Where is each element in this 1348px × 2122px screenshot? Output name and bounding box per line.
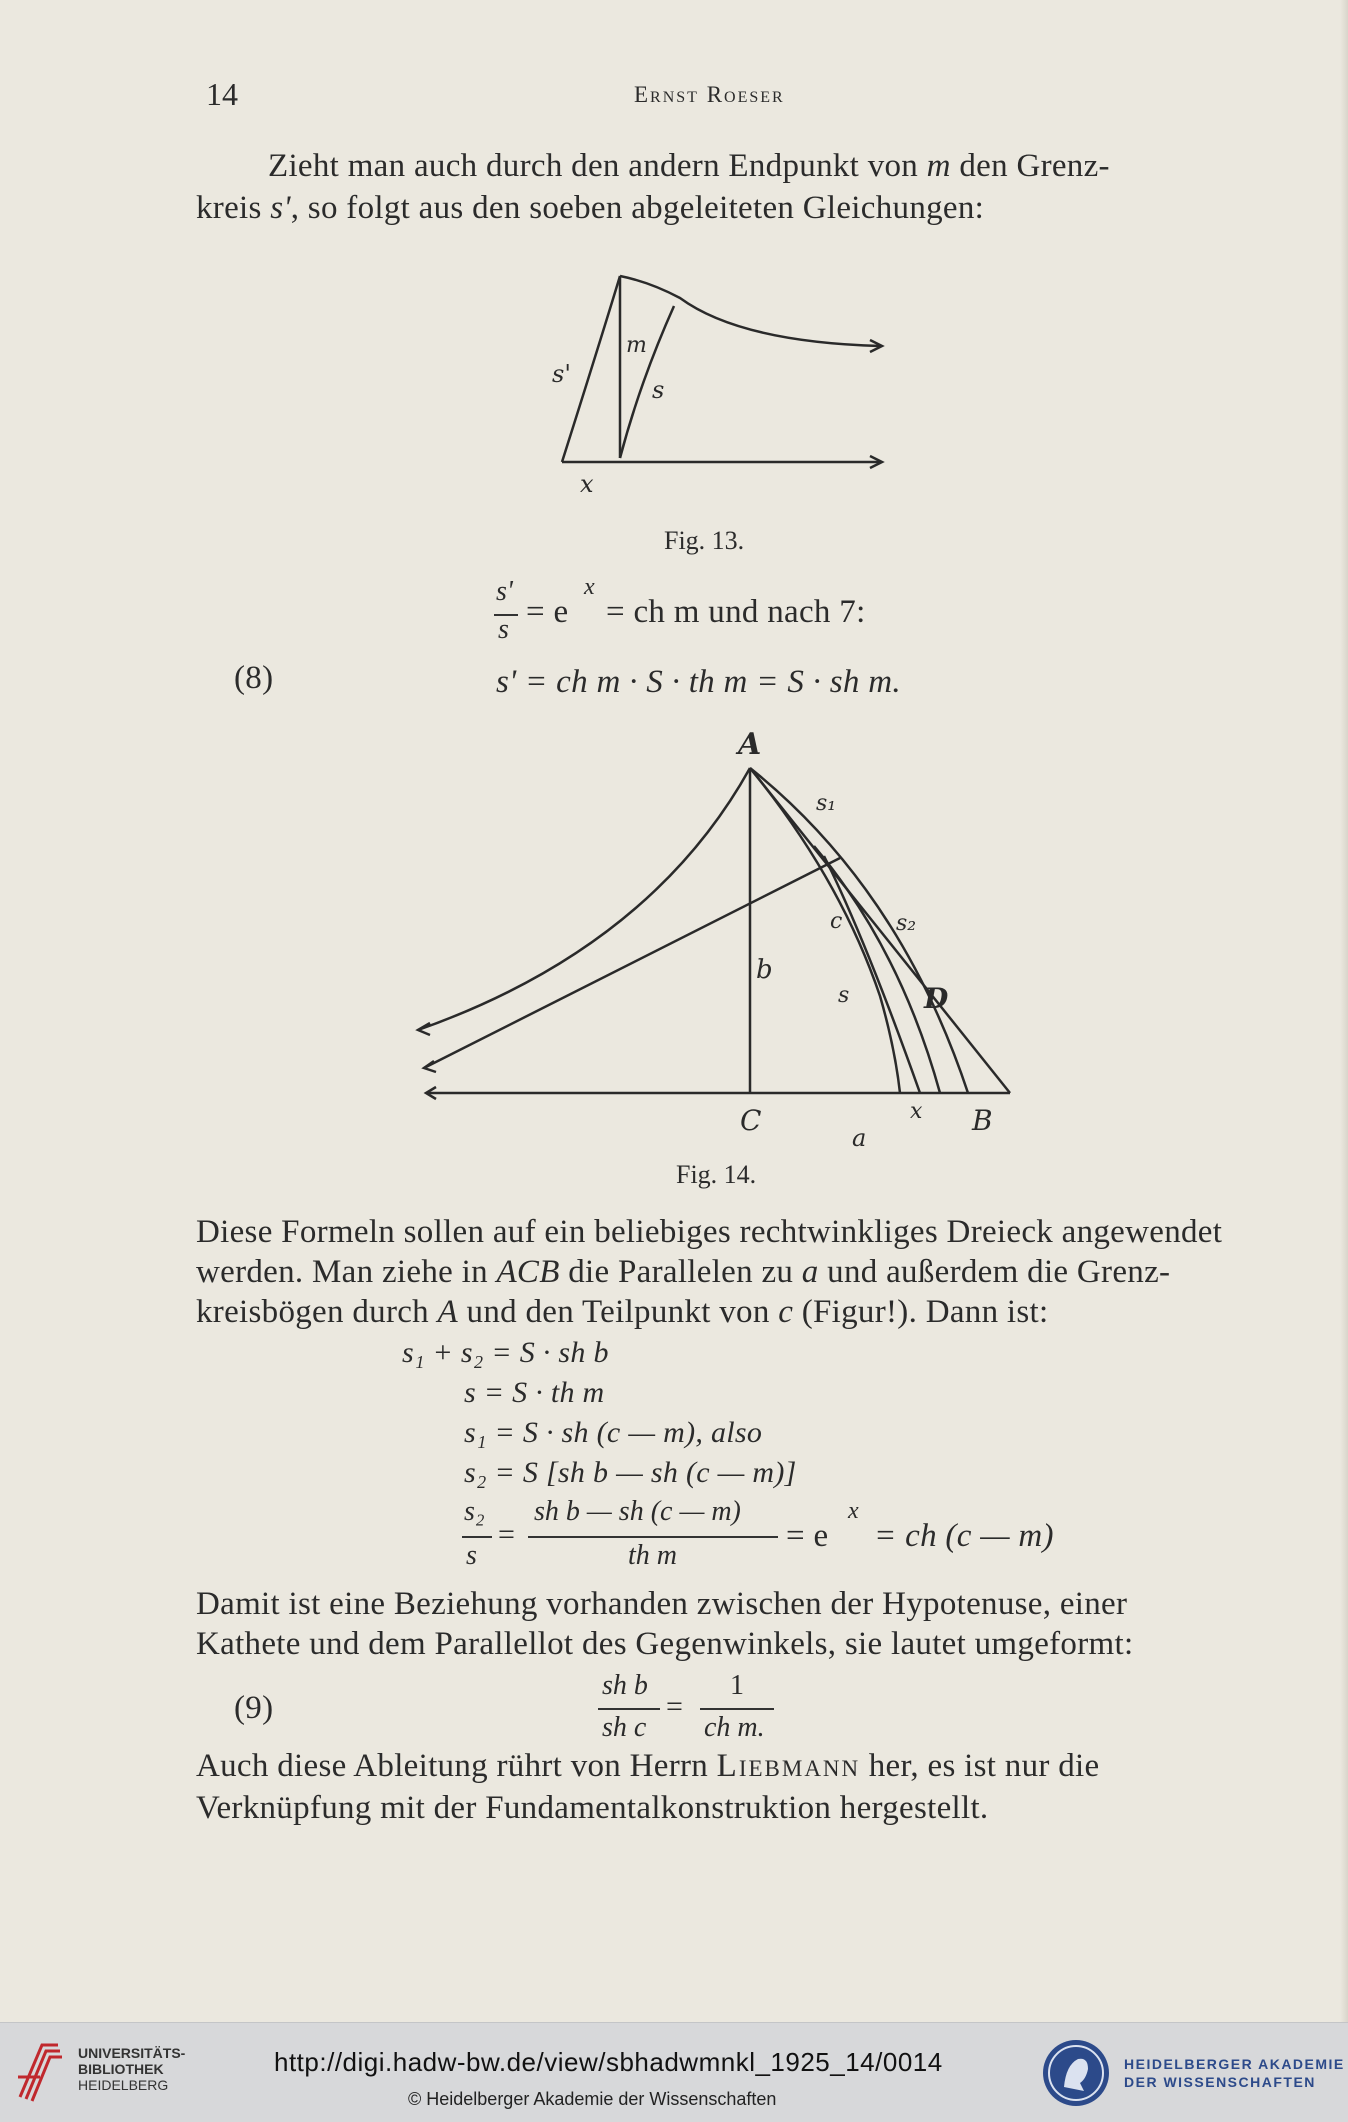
- eq9-den-1: sh c: [602, 1712, 647, 1743]
- fig14-arc-s: [814, 846, 940, 1093]
- eqfrac-exponent: x: [848, 1498, 859, 1524]
- fig14-label-A: A: [738, 727, 762, 762]
- viewer-footer: [0, 2022, 1348, 2122]
- eq9-eq-sign: =: [666, 1690, 683, 1723]
- equation-4: s₂ = S [sh b — sh (c — m)]: [464, 1456, 797, 1489]
- fig13-arc-s: [620, 306, 674, 458]
- para2-line-1: Diese Formeln sollen auf ein beliebiges rechtwinkliges Dreieck angewendet: [196, 1214, 1223, 1250]
- copyright-notice: © Heidelberger Akademie der Wissenschaften: [408, 2089, 777, 2109]
- permalink-url[interactable]: http://digi.hadw-bw.de/view/sbhadwmnkl_1925_14/0014: [274, 2047, 943, 2077]
- fig14-parallel-from-point: [424, 858, 843, 1068]
- eqfrac-rhs-2: = ch (c — m): [874, 1518, 1054, 1554]
- eqfrac-lhs-num: s₂: [464, 1496, 485, 1527]
- equation-2: s = S · th m: [464, 1376, 605, 1409]
- page-number: 14: [206, 76, 238, 112]
- para2-line-3: kreisbögen durch A und den Teilpunkt von c (Figur!). Dann ist:: [196, 1294, 1049, 1330]
- eqfrac-lhs-bar: [462, 1536, 492, 1538]
- fig14-label-b: b: [756, 955, 773, 985]
- eq-number-8: (8): [234, 660, 274, 696]
- para4-line-2: Verknüpfung mit der Fundamentalkonstruktion hergestellt.: [196, 1790, 989, 1826]
- intro-line-1: Zieht man auch durch den andern Endpunkt von m den Grenz-: [268, 148, 1110, 184]
- university-library-name: UNIVERSITÄTS- BIBLIOTHEK HEIDELBERG: [78, 2045, 186, 2093]
- fig14-caption: Fig. 14.: [676, 1160, 757, 1189]
- fig14-label-x: x: [910, 1099, 923, 1124]
- fig13-label-s: s: [652, 376, 665, 404]
- fig14-label-s: s: [838, 983, 850, 1008]
- fig14-label-s1: s₁: [816, 791, 837, 816]
- fig14-hypotenuse-c: [750, 768, 1010, 1093]
- eqfrac-lhs-den: s: [466, 1540, 477, 1571]
- fig14-label-a: a: [852, 1124, 867, 1152]
- fig14-parallel-from-A: [418, 768, 750, 1030]
- intro-line-2: kreis s', so folgt aus den soeben abgeleiteten Gleichungen:: [196, 190, 985, 226]
- fig13-parallel-curve: [620, 276, 880, 346]
- fig14-arc-s1: [750, 768, 900, 1093]
- equation-3: s₁ = S · sh (c — m), also: [464, 1416, 763, 1449]
- para3-line-2: Kathete und dem Parallellot des Gegenwinkels, sie lautet umgeformt:: [196, 1626, 1134, 1662]
- eqfrac-mid-den: th m: [628, 1540, 677, 1571]
- eq9-num-2: 1: [730, 1670, 744, 1701]
- figure-13: [540, 262, 900, 502]
- fig13-label-m: m: [626, 333, 647, 358]
- para3-line-1: Damit ist eine Beziehung vorhanden zwischen der Hypotenuse, einer: [196, 1586, 1128, 1622]
- para2-line-2: werden. Man ziehe in ACB die Parallelen zu a und außerdem die Grenz-: [196, 1254, 1171, 1290]
- eq9-den-2: ch m.: [704, 1712, 765, 1743]
- academy-seal-icon[interactable]: [1040, 2035, 1112, 2111]
- eqfrac-mid-bar: [528, 1536, 778, 1538]
- fig14-label-C: C: [740, 1104, 762, 1137]
- fig14-label-c: c: [830, 909, 843, 934]
- eq-8: s' = ch m · S · th m = S · sh m.: [496, 664, 901, 700]
- eq-frac-num: s': [496, 576, 513, 607]
- eqfrac-mid-num: sh b — sh (c — m): [534, 1496, 741, 1527]
- fig14-label-D: D: [924, 982, 949, 1015]
- para4-line-1: Auch diese Ableitung rührt von Herrn Liebmann her, es ist nur die: [196, 1748, 1100, 1784]
- fig13-caption: Fig. 13.: [664, 526, 745, 555]
- equation-1: s₁ + s₂ = S · sh b: [402, 1336, 609, 1369]
- fig14-label-B: B: [972, 1104, 993, 1137]
- fig14-label-s2: s₂: [896, 911, 917, 936]
- university-library-logo[interactable]: [14, 2037, 64, 2109]
- eq-rest-2: = ch m und nach 7:: [606, 594, 866, 630]
- eq9-num-1: sh b: [602, 1670, 648, 1701]
- eq9-bar-2: [700, 1708, 774, 1710]
- eq-exponent: x: [584, 574, 595, 600]
- running-head-author: Ernst Roeser: [634, 82, 785, 107]
- eq-frac-den: s: [498, 614, 509, 645]
- fig13-label-s-prime: s': [552, 360, 571, 388]
- fig13-label-x: x: [580, 470, 594, 498]
- eq-number-9: (9): [234, 1690, 274, 1726]
- academy-name: HEIDELBERGER AKADEMIE DER WISSENSCHAFTEN: [1124, 2056, 1345, 2090]
- page-edge: [1340, 0, 1348, 2022]
- figure-14: [400, 718, 1040, 1152]
- eqfrac-rhs-1: = e: [786, 1518, 829, 1554]
- eq9-bar-1: [598, 1708, 660, 1710]
- eqfrac-eq-sign: =: [498, 1518, 515, 1551]
- eq-rest-1: = e: [526, 594, 569, 630]
